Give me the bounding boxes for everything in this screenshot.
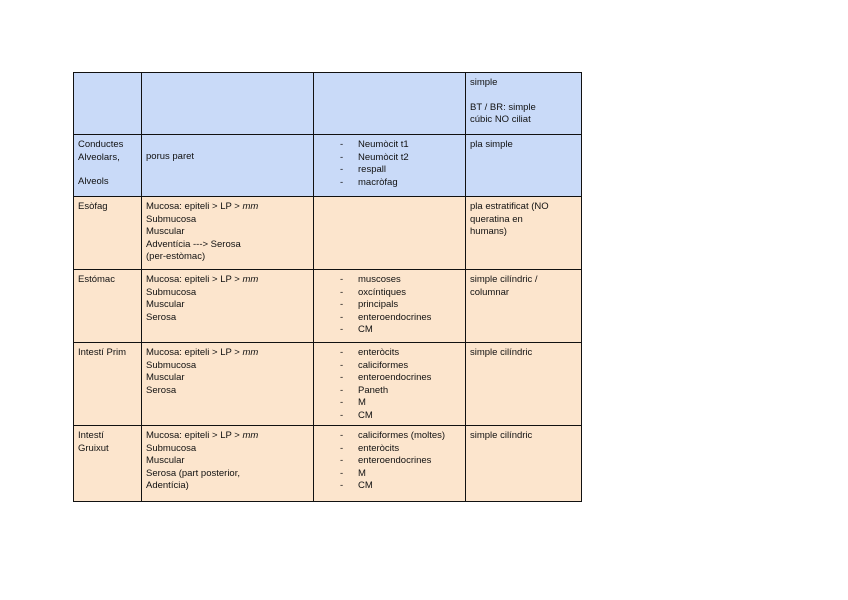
cell-line xyxy=(146,274,309,287)
cell-line xyxy=(146,347,309,360)
dash-list xyxy=(318,347,461,422)
table-row xyxy=(74,343,582,426)
cell-line: Muscular xyxy=(146,226,185,237)
cell-line: Adventícia ---> Serosa xyxy=(146,238,241,250)
cell-line: Muscular xyxy=(146,299,185,310)
cell-line: Adentícia) xyxy=(146,480,189,491)
cell-line: simple cilíndric xyxy=(470,430,533,441)
cell-line: Esòfag xyxy=(78,201,108,212)
cell-line-emphasis: mm xyxy=(242,274,259,285)
list-item: - respall xyxy=(340,164,461,177)
list-item: - Neumòcit t2 xyxy=(340,152,461,165)
table-cell-col4 xyxy=(466,73,582,135)
table-row xyxy=(74,426,582,502)
table-row xyxy=(74,270,582,343)
cell-line: pla simple xyxy=(470,139,513,150)
line-gap xyxy=(470,90,577,102)
table-cell-col3 xyxy=(314,343,466,426)
histology-table xyxy=(73,72,582,502)
cell-line: Submucosa xyxy=(146,213,197,225)
table-cell-col4 xyxy=(466,197,582,270)
line-gap xyxy=(78,164,137,176)
cell-line: Submucosa xyxy=(146,286,197,298)
cell-line: Conductes xyxy=(78,139,124,150)
table-cell-col1 xyxy=(74,426,142,502)
cell-line: cúbic NO ciliat xyxy=(470,114,531,125)
table-cell-col4 xyxy=(466,270,582,343)
cell-line-emphasis: mm xyxy=(242,347,259,358)
table-cell-col3 xyxy=(314,270,466,343)
cell-line: Alveolars, xyxy=(78,151,120,163)
list-item: - macròfag xyxy=(340,177,461,190)
cell-line: Submucosa xyxy=(146,359,197,371)
table-cell-col3 xyxy=(314,135,466,197)
list-item: - enteroendocrines xyxy=(340,455,461,468)
table-cell-col1 xyxy=(74,270,142,343)
cell-line: Submucosa xyxy=(146,442,197,454)
cell-line: Alveols xyxy=(78,176,109,187)
list-item: - M xyxy=(340,468,461,481)
table-cell-col1 xyxy=(74,197,142,270)
table-cell-col1 xyxy=(74,135,142,197)
table-cell-col1 xyxy=(74,73,142,135)
table-cell-col2 xyxy=(142,270,314,343)
cell-line: Intestí Prim xyxy=(78,347,127,358)
cell-line: (per-estòmac) xyxy=(146,251,206,262)
table-cell-col2 xyxy=(142,197,314,270)
cell-line: pla estratificat (NO xyxy=(470,201,549,212)
list-item: - enteròcits xyxy=(340,443,461,456)
list-item: - enteroendocrines xyxy=(340,312,461,325)
dash-list xyxy=(318,430,461,493)
list-item: - caliciformes (moltes) xyxy=(340,430,461,443)
table-body xyxy=(74,73,582,502)
cell-line: porus paret xyxy=(146,151,195,162)
cell-line-emphasis: mm xyxy=(242,430,259,441)
cell-line-text: Mucosa: epiteli > LP > xyxy=(146,430,243,441)
table-row xyxy=(74,135,582,197)
list-item: - caliciformes xyxy=(340,360,461,373)
cell-line: Serosa xyxy=(146,384,177,396)
cell-line: simple cilíndric xyxy=(470,347,533,358)
cell-line xyxy=(146,201,309,214)
table-cell-col2 xyxy=(142,135,314,197)
cell-line: Muscular xyxy=(146,455,185,466)
dash-list xyxy=(318,274,461,337)
cell-line-emphasis: mm xyxy=(242,201,259,212)
cell-line: BT / BR: simple xyxy=(470,101,536,113)
cell-line-text: Mucosa: epiteli > LP > xyxy=(146,347,243,358)
list-item: - principals xyxy=(340,299,461,312)
cell-line xyxy=(146,430,309,443)
list-item: - oxcíntiques xyxy=(340,287,461,300)
cell-line: simple xyxy=(470,77,498,88)
table-cell-col2 xyxy=(142,73,314,135)
cell-line: columnar xyxy=(470,286,510,298)
cell-line: humans) xyxy=(470,226,507,237)
line-gap xyxy=(146,139,309,151)
table-cell-col4 xyxy=(466,135,582,197)
table-cell-col3 xyxy=(314,197,466,270)
list-item: - CM xyxy=(340,410,461,423)
table-cell-col3 xyxy=(314,73,466,135)
cell-line: Estómac xyxy=(78,274,115,285)
cell-line: Serosa xyxy=(146,311,177,323)
list-item: - muscoses xyxy=(340,274,461,287)
table-cell-col1 xyxy=(74,343,142,426)
list-item: - CM xyxy=(340,480,461,493)
cell-line: queratina en xyxy=(470,213,523,225)
list-item: - M xyxy=(340,397,461,410)
table-cell-col3 xyxy=(314,426,466,502)
table-row xyxy=(74,197,582,270)
list-item: - Paneth xyxy=(340,385,461,398)
list-item: - CM xyxy=(340,324,461,337)
cell-line-text: Mucosa: epiteli > LP > xyxy=(146,201,243,212)
cell-line: Intestí xyxy=(78,430,104,441)
table-cell-col4 xyxy=(466,426,582,502)
cell-line: Serosa (part posterior, xyxy=(146,467,240,479)
list-item: - enteròcits xyxy=(340,347,461,360)
table-cell-col2 xyxy=(142,426,314,502)
table-cell-col2 xyxy=(142,343,314,426)
cell-line: Muscular xyxy=(146,372,185,383)
cell-line: Gruixut xyxy=(78,442,109,454)
table-row xyxy=(74,73,582,135)
cell-line-text: Mucosa: epiteli > LP > xyxy=(146,274,243,285)
dash-list xyxy=(318,139,461,189)
list-item: - enteroendocrines xyxy=(340,372,461,385)
list-item: - Neumòcit t1 xyxy=(340,139,461,152)
table-cell-col4 xyxy=(466,343,582,426)
cell-line: simple cilíndric / xyxy=(470,274,538,285)
